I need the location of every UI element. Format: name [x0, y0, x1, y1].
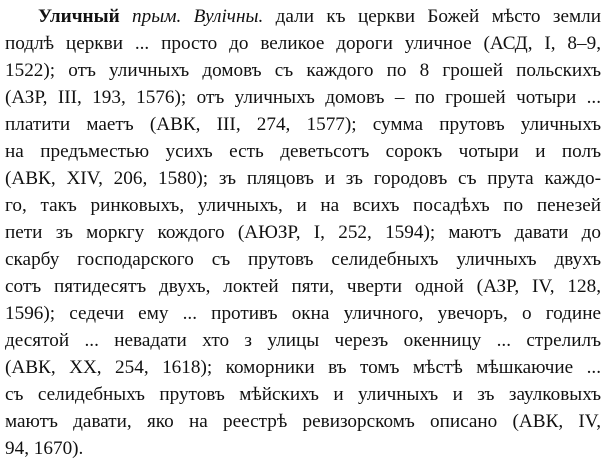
- entry-line-4: (АЗР, III, 193, 1576); отъ уличныхъ домовъ – по грошей чотыри ...: [5, 87, 601, 108]
- entry-line-6: на предъместью усихъ есть деветьсотъ сорокъ чотыри и полъ: [5, 141, 601, 162]
- entry-line-15: съ селидебныхъ прутовъ мѣйскихъ и уличныхъ и зъ заулковыхъ: [5, 384, 601, 405]
- entry-line-17: 94, 1670).: [5, 438, 84, 459]
- entry-line-10: скарбу господарского съ прутовъ селидебныхъ уличныхъ двухъ: [5, 249, 601, 270]
- entry-line-14: (АВК, XX, 254, 1618); коморники въ томъ мѣстѣ мѣшкаючие ...: [5, 357, 601, 378]
- entry-line-11: сотъ пятидесятъ двухъ, локтей пяти, чверти одной (АЗР, IV, 128,: [5, 276, 601, 297]
- entry-line-7: (АВК, XIV, 206, 1580); зъ пляцовъ и зъ городовъ съ прута каждо-: [5, 168, 601, 189]
- entry-line-13: десятой ... невадати хто з улицы черезъ окенницу ... стрелилъ: [5, 330, 601, 351]
- entry-line-16: маютъ давати, яко на реестрѣ ревизорскомъ описано (АВК, IV,: [5, 411, 601, 432]
- entry-line-12: 1596); седечи ему ... противъ окна уличного, увечоръ, о године: [5, 303, 601, 324]
- entry-headword: Уличный: [38, 6, 120, 27]
- entry-text: дали къ церкви Божей мѣсто земли: [275, 6, 601, 27]
- entry-line-3: 1522); отъ уличныхъ домовъ съ каждого по 8 грошей польскихъ: [5, 60, 601, 81]
- entry-line-8: го, такъ ринковыхъ, уличныхъ, и на всихъ посадѣхъ по пенезей: [5, 195, 601, 216]
- entry-line-2: подлѣ церкви ... просто до великое дороги уличное (АСД, I, 8–9,: [5, 33, 601, 54]
- entry-line-1: [5, 3, 601, 30]
- entry-line-5: платити маетъ (АВК, III, 274, 1577); сумма прутовъ уличныхъ: [5, 114, 601, 135]
- entry-line-9: пети зъ моркгу кождого (АЮЗР, I, 252, 1594); маютъ давати до: [5, 222, 601, 243]
- entry-grammar-note: прым. Вулічны.: [132, 6, 264, 27]
- dictionary-entry: [5, 3, 601, 462]
